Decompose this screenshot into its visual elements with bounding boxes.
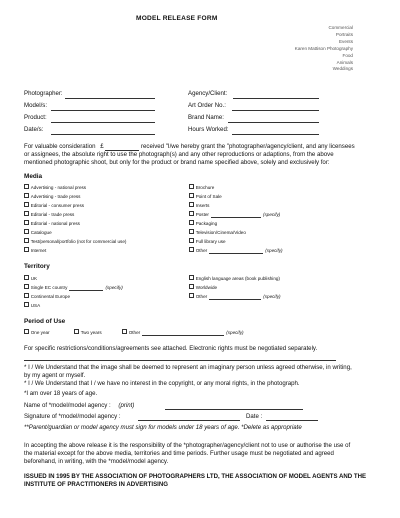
restrictions-field[interactable] bbox=[24, 360, 336, 361]
checkbox[interactable] bbox=[189, 184, 194, 189]
restrictions-text: For specific restrictions/conditions/agreements see attached. Electronic rights must be negotiated separately. bbox=[24, 345, 318, 352]
brand-name-field[interactable] bbox=[228, 122, 319, 123]
category-item: Commercial bbox=[328, 25, 353, 30]
checkbox[interactable] bbox=[24, 329, 29, 334]
understand-2: * I / We Understand that I / we have no interest in the copyright, or any moral rights, in the photograph. bbox=[24, 380, 300, 387]
brand-name-label: Brand Name: bbox=[188, 114, 224, 121]
checkbox[interactable] bbox=[24, 202, 29, 207]
dates-label: Date/s: bbox=[24, 126, 44, 133]
checkbox[interactable] bbox=[24, 284, 29, 289]
territory-option[interactable]: Other (specify) bbox=[189, 293, 281, 300]
checkbox[interactable] bbox=[189, 275, 194, 280]
date-label: Date : bbox=[246, 413, 263, 420]
checkbox[interactable] bbox=[189, 220, 194, 225]
agency-client-field[interactable] bbox=[233, 98, 319, 99]
category-item: Karen Mattison Photography bbox=[294, 45, 353, 51]
category-item: Food bbox=[342, 52, 353, 58]
media-option[interactable]: Other (specify) bbox=[189, 247, 283, 254]
art-order-field[interactable] bbox=[232, 110, 319, 111]
release-line-2: the material except for the above media, territories and time periods. Further usage must be negotiated and agreed bbox=[24, 450, 334, 457]
checkbox[interactable] bbox=[189, 211, 194, 216]
consideration-line-2: or assignees, the absolute right to use the photograph(s) and any other reproductions or adaptions, from the above bbox=[24, 151, 334, 158]
checkbox[interactable] bbox=[24, 193, 29, 198]
period-option[interactable]: Other (specify) bbox=[122, 329, 244, 336]
consideration-line-1: For valuable consideration £ received "I/we hereby grant the "photographer/agency/client, and any licensees bbox=[24, 143, 355, 150]
media-option[interactable]: Television/Cinema/Video bbox=[189, 229, 246, 235]
checkbox[interactable] bbox=[24, 238, 29, 243]
photographer-label: Photographer: bbox=[24, 90, 63, 97]
media-option[interactable]: Brochure bbox=[189, 184, 214, 190]
media-option[interactable]: Poster (specify) bbox=[189, 211, 280, 218]
models-field[interactable] bbox=[51, 110, 155, 111]
guardian-note: **Parent/guardian or model agency must sign for models under 18 years of age. *Delete as appropriate bbox=[24, 424, 302, 431]
art-order-label: Art Order No.: bbox=[188, 102, 226, 109]
media-option[interactable]: Editorial - trade press bbox=[24, 211, 74, 217]
name-row: Name of *model/model agency : (print) bbox=[24, 402, 135, 409]
checkbox[interactable] bbox=[24, 275, 29, 280]
media-heading: Media bbox=[24, 173, 43, 180]
age-statement: *I am over 18 years of age. bbox=[24, 390, 98, 397]
media-option[interactable]: Internet bbox=[24, 247, 46, 253]
poster-specify-field[interactable] bbox=[211, 212, 261, 218]
checkbox[interactable] bbox=[189, 202, 194, 207]
signature-field[interactable] bbox=[138, 420, 240, 421]
category-item: Portraits bbox=[335, 31, 353, 37]
media-option[interactable]: Editorial - national press bbox=[24, 220, 80, 226]
media-option[interactable]: Advertising - trade press bbox=[24, 193, 80, 199]
media-option[interactable]: Inserts bbox=[189, 202, 209, 208]
territory-heading: Territory bbox=[24, 263, 50, 270]
release-line-3: beforehand, in writing, with the *model/model agency. bbox=[24, 458, 169, 465]
category-item: Events bbox=[338, 38, 353, 44]
consideration-line-3: mentioned photographic shoot, but only for the product or brand name specified above, solely and exclusively for: bbox=[24, 159, 330, 166]
dates-field[interactable] bbox=[51, 134, 155, 135]
checkbox[interactable] bbox=[189, 229, 194, 234]
checkbox[interactable] bbox=[24, 302, 29, 307]
product-label: Product: bbox=[24, 114, 47, 121]
media-option[interactable]: Advertising - national press bbox=[24, 184, 86, 190]
checkbox[interactable] bbox=[24, 293, 29, 298]
media-option[interactable]: Packaging bbox=[189, 220, 217, 226]
period-heading: Period of Use bbox=[24, 318, 66, 325]
category-list bbox=[295, 25, 353, 73]
photographer-field[interactable] bbox=[65, 98, 155, 99]
media-option[interactable]: Full library use bbox=[189, 238, 226, 244]
checkbox[interactable] bbox=[189, 238, 194, 243]
checkbox[interactable] bbox=[24, 220, 29, 225]
media-other-specify-field[interactable] bbox=[209, 248, 263, 254]
checkbox[interactable] bbox=[122, 329, 127, 334]
checkbox[interactable] bbox=[24, 211, 29, 216]
checkbox[interactable] bbox=[189, 293, 194, 298]
territory-option[interactable]: English language areas (book publishing) bbox=[189, 275, 280, 281]
period-other-specify-field[interactable] bbox=[142, 330, 224, 336]
issued-line-2: INSTITUTE OF PRACTITIONERS IN ADVERTISING bbox=[24, 481, 168, 488]
media-option[interactable]: Point of Sale bbox=[189, 193, 222, 199]
period-option[interactable]: One year bbox=[24, 329, 50, 335]
territory-option[interactable]: UK bbox=[24, 275, 37, 281]
media-option[interactable]: Test/personal/portfolio (not for commercial use) bbox=[24, 238, 126, 244]
page-title: MODEL RELEASE FORM bbox=[136, 15, 218, 22]
territory-option[interactable]: Single EC country (specify) bbox=[24, 284, 123, 291]
signature-date-field[interactable] bbox=[266, 420, 318, 421]
media-option[interactable]: Editorial - consumer press bbox=[24, 202, 84, 208]
media-option[interactable]: Catalogue bbox=[24, 229, 52, 235]
territory-option[interactable]: USA bbox=[24, 302, 40, 308]
models-label: Model/s: bbox=[24, 102, 48, 109]
issued-line-1: ISSUED IN 1995 BY THE ASSOCIATION OF PHOTOGRAPHERS LTD, THE ASSOCIATION OF MODEL AGENTS AND THE bbox=[24, 473, 367, 480]
checkbox[interactable] bbox=[189, 247, 194, 252]
category-item: Animals bbox=[336, 59, 353, 65]
checkbox[interactable] bbox=[189, 193, 194, 198]
name-field[interactable] bbox=[165, 409, 303, 410]
category-item: Weddings bbox=[332, 66, 353, 72]
understand-1-line-2: by my agent or myself. bbox=[24, 372, 86, 379]
checkbox[interactable] bbox=[24, 184, 29, 189]
checkbox[interactable] bbox=[74, 329, 79, 334]
signature-label: Signature of *model/model agency : bbox=[24, 413, 121, 420]
product-field[interactable] bbox=[51, 122, 155, 123]
release-line-1: In accepting the above release it is the responsibility of the *photographer/agency/client not to use or authorise the use of bbox=[24, 442, 351, 449]
territory-other-specify-field[interactable] bbox=[209, 294, 261, 300]
territory-option[interactable]: Continental Europe bbox=[24, 293, 70, 299]
hours-worked-field[interactable] bbox=[232, 134, 319, 135]
checkbox[interactable] bbox=[189, 284, 194, 289]
hours-worked-label: Hours Worked: bbox=[188, 126, 229, 133]
territory-option[interactable]: Worldwide bbox=[189, 284, 217, 290]
consideration-amount-field[interactable] bbox=[105, 143, 139, 151]
understand-1-line-1: * I / We Understand that the image shall be deemed to represent an imaginary person unless agreed otherwise, in writing, bbox=[24, 364, 352, 371]
ec-country-specify-field[interactable] bbox=[69, 285, 103, 291]
checkbox[interactable] bbox=[24, 229, 29, 234]
agency-client-label: Agency/Client: bbox=[188, 90, 228, 97]
period-option[interactable]: Two years bbox=[74, 329, 102, 335]
checkbox[interactable] bbox=[24, 247, 29, 252]
